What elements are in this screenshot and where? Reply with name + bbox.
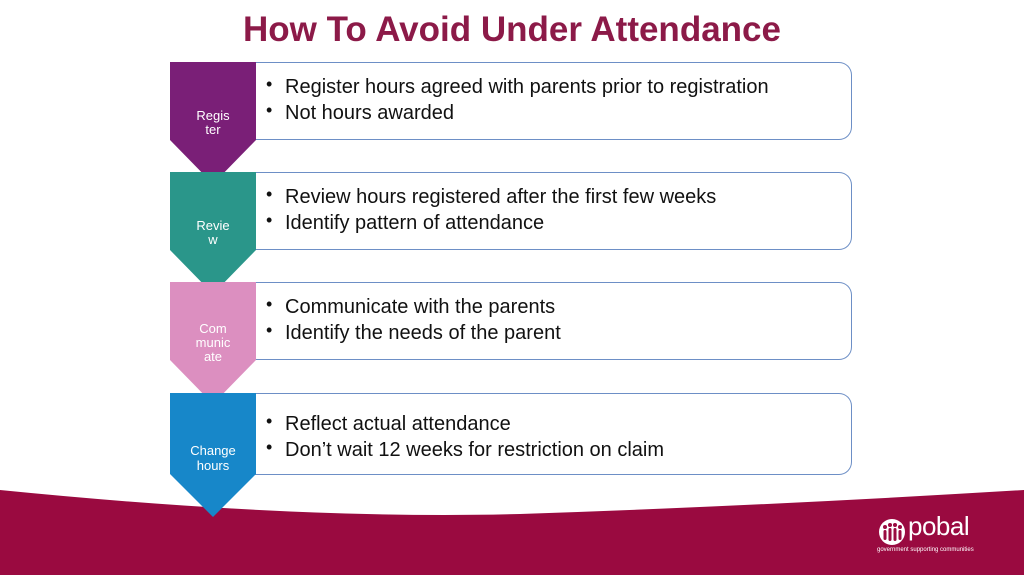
bullet-item: • Identify pattern of attendance [266,210,545,234]
logo-wordmark: pobal [908,511,970,541]
pobal-logo [874,511,974,557]
bullet-item: • Don’t wait 12 weeks for restriction on claim [266,437,665,461]
bullet-item: • Reflect actual attendance [266,411,511,435]
pobal-people-icon [876,517,908,547]
chevron-label-review: Revie w [196,218,230,247]
bullet-item: • Communicate with the parents [266,294,556,318]
slide-title: How To Avoid Under Attendance [243,10,781,49]
bullet-item: • Review hours registered after the first few weeks [266,184,717,208]
bullet-item: • Identify the needs of the parent [266,320,561,344]
bullet-item: • Not hours awarded [266,100,454,124]
bullet-item: • Register hours agreed with parents prior to registration [266,74,769,98]
chevron-label-register: Regis ter [196,108,230,137]
logo-tagline: government supporting communities [877,547,974,553]
chevron-label-communicate: Com munic ate [195,321,231,364]
chevron-label-change-hours: Change hours [190,443,236,473]
